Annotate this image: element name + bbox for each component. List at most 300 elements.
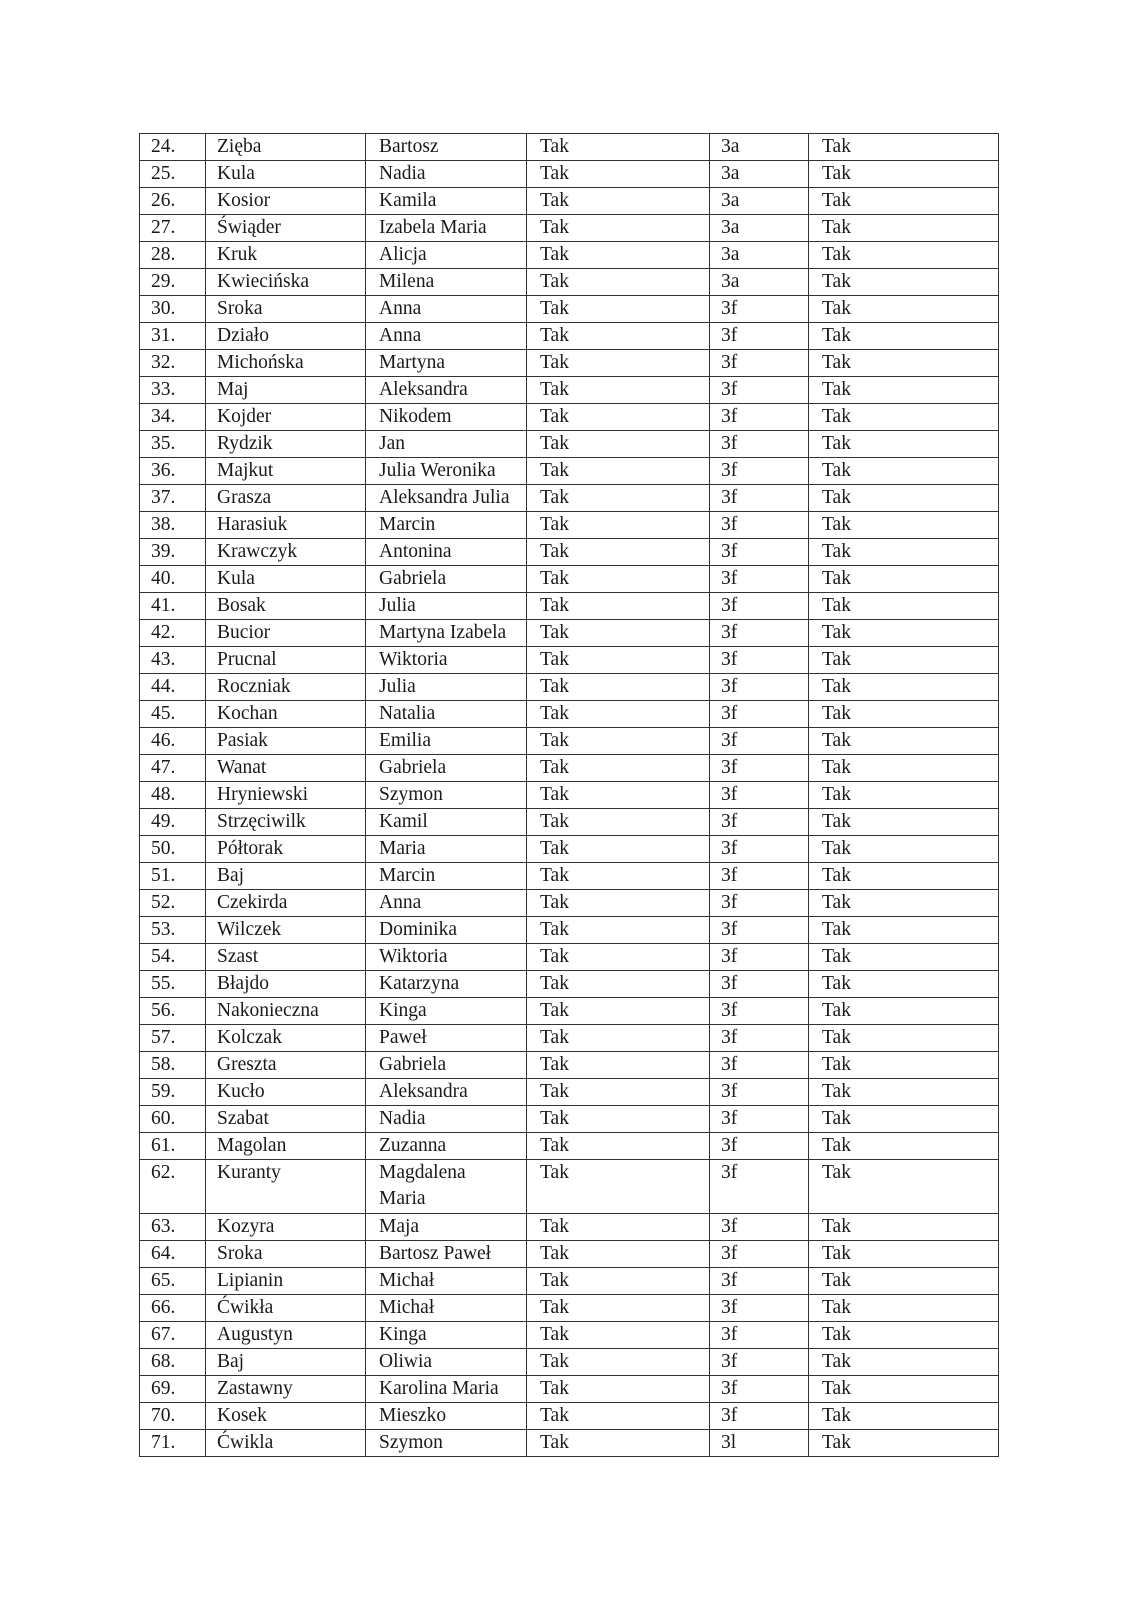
consent-cell: Tak xyxy=(527,809,710,836)
table-row xyxy=(140,1295,999,1322)
consent-cell: Tak xyxy=(527,134,710,161)
consent-cell: Tak xyxy=(527,1322,710,1349)
first-name-cell: Aleksandra Julia xyxy=(366,485,527,512)
last-name-cell: Krawczyk xyxy=(206,539,366,566)
consent-cell: Tak xyxy=(527,1376,710,1403)
table-row xyxy=(140,512,999,539)
row-number: 58. xyxy=(140,1052,206,1079)
table-row xyxy=(140,701,999,728)
first-name-cell: Nadia xyxy=(366,1106,527,1133)
class-cell: 3f xyxy=(710,971,809,998)
confirmation-cell: Tak xyxy=(809,890,999,917)
consent-cell: Tak xyxy=(527,431,710,458)
first-name-cell: Gabriela xyxy=(366,1052,527,1079)
class-cell: 3f xyxy=(710,1322,809,1349)
class-cell: 3a xyxy=(710,134,809,161)
last-name-cell: Szast xyxy=(206,944,366,971)
last-name-cell: Kosior xyxy=(206,188,366,215)
last-name-cell: Nakonieczna xyxy=(206,998,366,1025)
table-row xyxy=(140,755,999,782)
first-name-cell: Szymon xyxy=(366,782,527,809)
first-name-cell: Alicja xyxy=(366,242,527,269)
row-number: 31. xyxy=(140,323,206,350)
confirmation-cell: Tak xyxy=(809,620,999,647)
last-name-cell: Kruk xyxy=(206,242,366,269)
confirmation-cell: Tak xyxy=(809,404,999,431)
row-number: 29. xyxy=(140,269,206,296)
table-row xyxy=(140,998,999,1025)
class-cell: 3f xyxy=(710,404,809,431)
confirmation-cell: Tak xyxy=(809,917,999,944)
consent-cell: Tak xyxy=(527,1241,710,1268)
last-name-cell: Majkut xyxy=(206,458,366,485)
first-name-cell: Gabriela xyxy=(366,755,527,782)
confirmation-cell: Tak xyxy=(809,728,999,755)
table-row xyxy=(140,863,999,890)
consent-cell: Tak xyxy=(527,296,710,323)
student-table xyxy=(139,133,999,1457)
table-row xyxy=(140,215,999,242)
table-row xyxy=(140,944,999,971)
class-cell: 3f xyxy=(710,701,809,728)
row-number: 57. xyxy=(140,1025,206,1052)
consent-cell: Tak xyxy=(527,1430,710,1457)
row-number: 64. xyxy=(140,1241,206,1268)
table-row xyxy=(140,566,999,593)
first-name-cell: Paweł xyxy=(366,1025,527,1052)
class-cell: 3l xyxy=(710,1430,809,1457)
consent-cell: Tak xyxy=(527,566,710,593)
table-row xyxy=(140,242,999,269)
table-row xyxy=(140,1430,999,1457)
row-number: 59. xyxy=(140,1079,206,1106)
confirmation-cell: Tak xyxy=(809,350,999,377)
confirmation-cell: Tak xyxy=(809,755,999,782)
last-name-cell: Szabat xyxy=(206,1106,366,1133)
confirmation-cell: Tak xyxy=(809,242,999,269)
consent-cell: Tak xyxy=(527,917,710,944)
class-cell: 3f xyxy=(710,1025,809,1052)
confirmation-cell: Tak xyxy=(809,188,999,215)
last-name-cell: Czekirda xyxy=(206,890,366,917)
last-name-cell: Grasza xyxy=(206,485,366,512)
table-row xyxy=(140,782,999,809)
first-name-cell: Aleksandra xyxy=(366,377,527,404)
row-number: 35. xyxy=(140,431,206,458)
confirmation-cell: Tak xyxy=(809,1106,999,1133)
confirmation-cell: Tak xyxy=(809,485,999,512)
class-cell: 3f xyxy=(710,1160,809,1214)
row-number: 48. xyxy=(140,782,206,809)
row-number: 34. xyxy=(140,404,206,431)
last-name-cell: Kosek xyxy=(206,1403,366,1430)
row-number: 44. xyxy=(140,674,206,701)
table-row xyxy=(140,377,999,404)
last-name-cell: Roczniak xyxy=(206,674,366,701)
consent-cell: Tak xyxy=(527,890,710,917)
consent-cell: Tak xyxy=(527,323,710,350)
class-cell: 3f xyxy=(710,836,809,863)
confirmation-cell: Tak xyxy=(809,809,999,836)
table-row xyxy=(140,836,999,863)
first-name-cell: Maja xyxy=(366,1214,527,1241)
first-name-cell: Anna xyxy=(366,323,527,350)
confirmation-cell: Tak xyxy=(809,431,999,458)
first-name-cell: Magdalena Maria xyxy=(366,1160,527,1214)
consent-cell: Tak xyxy=(527,944,710,971)
class-cell: 3f xyxy=(710,782,809,809)
confirmation-cell: Tak xyxy=(809,1403,999,1430)
consent-cell: Tak xyxy=(527,755,710,782)
confirmation-cell: Tak xyxy=(809,377,999,404)
first-name-cell: Julia xyxy=(366,593,527,620)
class-cell: 3a xyxy=(710,269,809,296)
confirmation-cell: Tak xyxy=(809,1268,999,1295)
class-cell: 3f xyxy=(710,890,809,917)
row-number: 49. xyxy=(140,809,206,836)
first-name-cell: Bartosz Paweł xyxy=(366,1241,527,1268)
first-name-cell: Julia xyxy=(366,674,527,701)
class-cell: 3a xyxy=(710,215,809,242)
last-name-cell: Kozyra xyxy=(206,1214,366,1241)
class-cell: 3f xyxy=(710,296,809,323)
last-name-cell: Lipianin xyxy=(206,1268,366,1295)
first-name-cell: Oliwia xyxy=(366,1349,527,1376)
first-name-cell: Michał xyxy=(366,1268,527,1295)
class-cell: 3f xyxy=(710,998,809,1025)
confirmation-cell: Tak xyxy=(809,161,999,188)
consent-cell: Tak xyxy=(527,674,710,701)
consent-cell: Tak xyxy=(527,1160,710,1214)
consent-cell: Tak xyxy=(527,701,710,728)
last-name-cell: Greszta xyxy=(206,1052,366,1079)
first-name-cell: Kamila xyxy=(366,188,527,215)
last-name-cell: Kochan xyxy=(206,701,366,728)
confirmation-cell: Tak xyxy=(809,269,999,296)
row-number: 53. xyxy=(140,917,206,944)
consent-cell: Tak xyxy=(527,971,710,998)
row-number: 63. xyxy=(140,1214,206,1241)
table-row xyxy=(140,134,999,161)
row-number: 51. xyxy=(140,863,206,890)
confirmation-cell: Tak xyxy=(809,971,999,998)
consent-cell: Tak xyxy=(527,1268,710,1295)
row-number: 25. xyxy=(140,161,206,188)
row-number: 40. xyxy=(140,566,206,593)
consent-cell: Tak xyxy=(527,485,710,512)
table-row xyxy=(140,1079,999,1106)
table-row xyxy=(140,269,999,296)
table-row xyxy=(140,971,999,998)
class-cell: 3f xyxy=(710,1268,809,1295)
table-row xyxy=(140,458,999,485)
confirmation-cell: Tak xyxy=(809,1052,999,1079)
first-name-cell: Emilia xyxy=(366,728,527,755)
consent-cell: Tak xyxy=(527,836,710,863)
class-cell: 3f xyxy=(710,917,809,944)
row-number: 55. xyxy=(140,971,206,998)
first-name-cell: Wiktoria xyxy=(366,944,527,971)
table-row xyxy=(140,161,999,188)
consent-cell: Tak xyxy=(527,1403,710,1430)
last-name-cell: Baj xyxy=(206,1349,366,1376)
confirmation-cell: Tak xyxy=(809,1430,999,1457)
confirmation-cell: Tak xyxy=(809,215,999,242)
first-name-cell: Dominika xyxy=(366,917,527,944)
student-table-body xyxy=(140,134,999,1457)
table-row xyxy=(140,1214,999,1241)
first-name-cell: Karolina Maria xyxy=(366,1376,527,1403)
first-name-cell: Mieszko xyxy=(366,1403,527,1430)
class-cell: 3f xyxy=(710,944,809,971)
consent-cell: Tak xyxy=(527,458,710,485)
first-name-cell: Szymon xyxy=(366,1430,527,1457)
row-number: 70. xyxy=(140,1403,206,1430)
last-name-cell: Harasiuk xyxy=(206,512,366,539)
row-number: 66. xyxy=(140,1295,206,1322)
table-row xyxy=(140,917,999,944)
last-name-cell: Kula xyxy=(206,161,366,188)
first-name-cell: Zuzanna xyxy=(366,1133,527,1160)
class-cell: 3f xyxy=(710,1349,809,1376)
last-name-cell: Baj xyxy=(206,863,366,890)
last-name-cell: Michońska xyxy=(206,350,366,377)
row-number: 61. xyxy=(140,1133,206,1160)
table-row xyxy=(140,1322,999,1349)
row-number: 69. xyxy=(140,1376,206,1403)
consent-cell: Tak xyxy=(527,1025,710,1052)
table-row xyxy=(140,323,999,350)
row-number: 26. xyxy=(140,188,206,215)
first-name-cell: Natalia xyxy=(366,701,527,728)
row-number: 43. xyxy=(140,647,206,674)
consent-cell: Tak xyxy=(527,1106,710,1133)
consent-cell: Tak xyxy=(527,1133,710,1160)
confirmation-cell: Tak xyxy=(809,1376,999,1403)
last-name-cell: Rydzik xyxy=(206,431,366,458)
consent-cell: Tak xyxy=(527,404,710,431)
confirmation-cell: Tak xyxy=(809,1349,999,1376)
table-row xyxy=(140,350,999,377)
class-cell: 3f xyxy=(710,458,809,485)
table-row xyxy=(140,1376,999,1403)
consent-cell: Tak xyxy=(527,512,710,539)
last-name-cell: Sroka xyxy=(206,1241,366,1268)
class-cell: 3f xyxy=(710,1052,809,1079)
table-row xyxy=(140,485,999,512)
confirmation-cell: Tak xyxy=(809,539,999,566)
confirmation-cell: Tak xyxy=(809,1133,999,1160)
confirmation-cell: Tak xyxy=(809,944,999,971)
first-name-cell: Julia Weronika xyxy=(366,458,527,485)
last-name-cell: Zastawny xyxy=(206,1376,366,1403)
confirmation-cell: Tak xyxy=(809,1025,999,1052)
row-number: 30. xyxy=(140,296,206,323)
consent-cell: Tak xyxy=(527,269,710,296)
table-row xyxy=(140,431,999,458)
row-number: 56. xyxy=(140,998,206,1025)
first-name-cell: Nadia xyxy=(366,161,527,188)
class-cell: 3f xyxy=(710,1241,809,1268)
last-name-cell: Kuranty xyxy=(206,1160,366,1214)
class-cell: 3a xyxy=(710,242,809,269)
consent-cell: Tak xyxy=(527,1052,710,1079)
class-cell: 3f xyxy=(710,809,809,836)
row-number: 50. xyxy=(140,836,206,863)
consent-cell: Tak xyxy=(527,1349,710,1376)
consent-cell: Tak xyxy=(527,161,710,188)
first-name-cell: Bartosz xyxy=(366,134,527,161)
first-name-cell: Marcin xyxy=(366,863,527,890)
row-number: 36. xyxy=(140,458,206,485)
last-name-cell: Kojder xyxy=(206,404,366,431)
first-name-cell: Nikodem xyxy=(366,404,527,431)
table-row xyxy=(140,1403,999,1430)
confirmation-cell: Tak xyxy=(809,458,999,485)
first-name-cell: Maria xyxy=(366,836,527,863)
row-number: 68. xyxy=(140,1349,206,1376)
first-name-cell: Kinga xyxy=(366,1322,527,1349)
class-cell: 3f xyxy=(710,620,809,647)
first-name-cell: Katarzyna xyxy=(366,971,527,998)
consent-cell: Tak xyxy=(527,647,710,674)
consent-cell: Tak xyxy=(527,998,710,1025)
table-row xyxy=(140,674,999,701)
first-name-cell: Martyna Izabela xyxy=(366,620,527,647)
row-number: 33. xyxy=(140,377,206,404)
class-cell: 3a xyxy=(710,161,809,188)
first-name-cell: Kamil xyxy=(366,809,527,836)
last-name-cell: Półtorak xyxy=(206,836,366,863)
table-row xyxy=(140,188,999,215)
class-cell: 3f xyxy=(710,566,809,593)
table-row xyxy=(140,1025,999,1052)
row-number: 38. xyxy=(140,512,206,539)
last-name-cell: Kolczak xyxy=(206,1025,366,1052)
consent-cell: Tak xyxy=(527,350,710,377)
confirmation-cell: Tak xyxy=(809,1295,999,1322)
confirmation-cell: Tak xyxy=(809,674,999,701)
last-name-cell: Bucior xyxy=(206,620,366,647)
consent-cell: Tak xyxy=(527,377,710,404)
last-name-cell: Kwiecińska xyxy=(206,269,366,296)
class-cell: 3f xyxy=(710,485,809,512)
consent-cell: Tak xyxy=(527,593,710,620)
last-name-cell: Ćwikla xyxy=(206,1430,366,1457)
table-row xyxy=(140,539,999,566)
class-cell: 3f xyxy=(710,1133,809,1160)
class-cell: 3f xyxy=(710,323,809,350)
table-row xyxy=(140,593,999,620)
row-number: 65. xyxy=(140,1268,206,1295)
first-name-cell: Kinga xyxy=(366,998,527,1025)
confirmation-cell: Tak xyxy=(809,296,999,323)
class-cell: 3f xyxy=(710,674,809,701)
last-name-cell: Augustyn xyxy=(206,1322,366,1349)
confirmation-cell: Tak xyxy=(809,1241,999,1268)
row-number: 60. xyxy=(140,1106,206,1133)
confirmation-cell: Tak xyxy=(809,1214,999,1241)
table-row xyxy=(140,647,999,674)
row-number: 42. xyxy=(140,620,206,647)
last-name-cell: Magolan xyxy=(206,1133,366,1160)
last-name-cell: Prucnal xyxy=(206,647,366,674)
class-cell: 3f xyxy=(710,350,809,377)
last-name-cell: Kula xyxy=(206,566,366,593)
consent-cell: Tak xyxy=(527,863,710,890)
last-name-cell: Strzęciwilk xyxy=(206,809,366,836)
first-name-cell: Wiktoria xyxy=(366,647,527,674)
table-row xyxy=(140,1268,999,1295)
last-name-cell: Maj xyxy=(206,377,366,404)
confirmation-cell: Tak xyxy=(809,512,999,539)
first-name-cell: Jan xyxy=(366,431,527,458)
table-row xyxy=(140,1052,999,1079)
confirmation-cell: Tak xyxy=(809,836,999,863)
confirmation-cell: Tak xyxy=(809,323,999,350)
confirmation-cell: Tak xyxy=(809,782,999,809)
first-name-cell: Antonina xyxy=(366,539,527,566)
row-number: 39. xyxy=(140,539,206,566)
row-number: 47. xyxy=(140,755,206,782)
class-cell: 3f xyxy=(710,512,809,539)
class-cell: 3f xyxy=(710,647,809,674)
last-name-cell: Sroka xyxy=(206,296,366,323)
row-number: 46. xyxy=(140,728,206,755)
last-name-cell: Działo xyxy=(206,323,366,350)
last-name-cell: Bosak xyxy=(206,593,366,620)
class-cell: 3f xyxy=(710,1106,809,1133)
row-number: 45. xyxy=(140,701,206,728)
row-number: 28. xyxy=(140,242,206,269)
confirmation-cell: Tak xyxy=(809,647,999,674)
class-cell: 3f xyxy=(710,728,809,755)
first-name-cell: Anna xyxy=(366,890,527,917)
first-name-cell: Marcin xyxy=(366,512,527,539)
row-number: 27. xyxy=(140,215,206,242)
row-number: 62. xyxy=(140,1160,206,1214)
last-name-cell: Kucło xyxy=(206,1079,366,1106)
class-cell: 3f xyxy=(710,539,809,566)
class-cell: 3a xyxy=(710,188,809,215)
row-number: 32. xyxy=(140,350,206,377)
table-row xyxy=(140,296,999,323)
table-row xyxy=(140,1133,999,1160)
row-number: 67. xyxy=(140,1322,206,1349)
class-cell: 3f xyxy=(710,1079,809,1106)
confirmation-cell: Tak xyxy=(809,863,999,890)
confirmation-cell: Tak xyxy=(809,1160,999,1214)
first-name-cell: Milena xyxy=(366,269,527,296)
first-name-cell: Anna xyxy=(366,296,527,323)
last-name-cell: Hryniewski xyxy=(206,782,366,809)
consent-cell: Tak xyxy=(527,1079,710,1106)
last-name-cell: Świąder xyxy=(206,215,366,242)
confirmation-cell: Tak xyxy=(809,1322,999,1349)
row-number: 37. xyxy=(140,485,206,512)
first-name-cell: Michał xyxy=(366,1295,527,1322)
class-cell: 3f xyxy=(710,593,809,620)
last-name-cell: Wilczek xyxy=(206,917,366,944)
consent-cell: Tak xyxy=(527,620,710,647)
confirmation-cell: Tak xyxy=(809,593,999,620)
table-row xyxy=(140,1241,999,1268)
last-name-cell: Zięba xyxy=(206,134,366,161)
table-row xyxy=(140,1160,999,1214)
consent-cell: Tak xyxy=(527,188,710,215)
class-cell: 3f xyxy=(710,1376,809,1403)
class-cell: 3f xyxy=(710,377,809,404)
